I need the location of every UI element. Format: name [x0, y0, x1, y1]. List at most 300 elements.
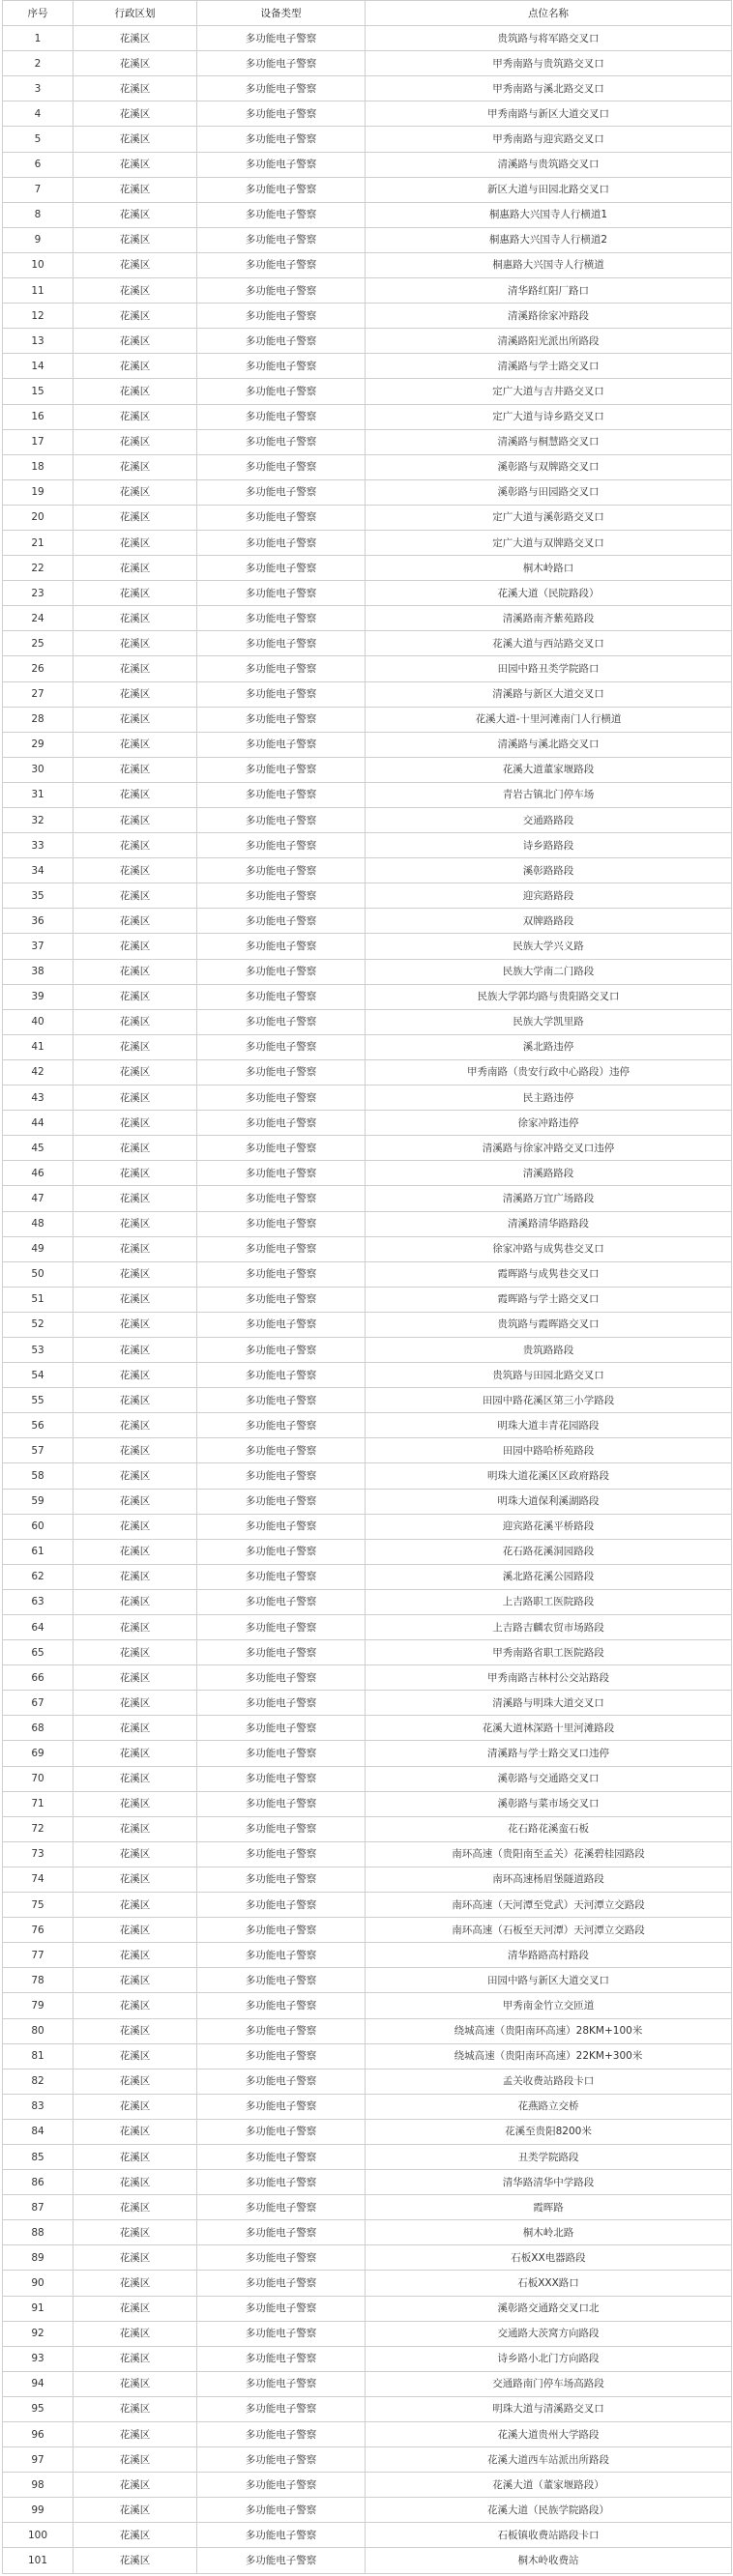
- cell-location: 霞晖路: [366, 2195, 732, 2220]
- table-row: [3, 152, 732, 177]
- cell-district: 花溪区: [73, 883, 197, 909]
- cell-location: 清溪路与桐慧路交叉口: [366, 429, 732, 454]
- cell-device-type: 多功能电子警察: [197, 2321, 366, 2346]
- cell-district: 花溪区: [73, 1589, 197, 1614]
- table-row: [3, 581, 732, 606]
- cell-device-type: 多功能电子警察: [197, 2170, 366, 2195]
- cell-device-type: 多功能电子警察: [197, 2296, 366, 2321]
- table-row: [3, 2018, 732, 2043]
- cell-device-type: 多功能电子警察: [197, 2523, 366, 2548]
- table-row: [3, 1993, 732, 2018]
- table-row: [3, 656, 732, 681]
- table-row: [3, 1312, 732, 1337]
- cell-district: 花溪区: [73, 2144, 197, 2169]
- cell-location: 南环高速杨眉堡隧道路段: [366, 1867, 732, 1892]
- cell-district: 花溪区: [73, 2396, 197, 2421]
- cell-device-type: 多功能电子警察: [197, 1312, 366, 1337]
- cell-district: 花溪区: [73, 379, 197, 404]
- cell-district: 花溪区: [73, 530, 197, 555]
- cell-district: 花溪区: [73, 2523, 197, 2548]
- cell-serial: 87: [3, 2195, 73, 2220]
- cell-device-type: 多功能电子警察: [197, 2473, 366, 2498]
- cell-district: 花溪区: [73, 1009, 197, 1034]
- cell-location: 迎宾路花溪平桥路段: [366, 1514, 732, 1539]
- cell-device-type: 多功能电子警察: [197, 1009, 366, 1034]
- table-row: [3, 1009, 732, 1034]
- cell-district: 花溪区: [73, 454, 197, 479]
- cell-location: 贵筑路与霞晖路交叉口: [366, 1312, 732, 1337]
- cell-device-type: 多功能电子警察: [197, 1085, 366, 1111]
- table-body: [3, 26, 732, 2573]
- cell-device-type: 多功能电子警察: [197, 782, 366, 807]
- table-row: [3, 2447, 732, 2473]
- table-row: [3, 1287, 732, 1312]
- cell-district: 花溪区: [73, 757, 197, 782]
- cell-district: 花溪区: [73, 479, 197, 505]
- cell-serial: 51: [3, 1287, 73, 1312]
- cell-location: 清溪路与学士路交叉口违停: [366, 1741, 732, 1766]
- cell-device-type: 多功能电子警察: [197, 252, 366, 277]
- cell-location: 定广大道与双牌路交叉口: [366, 530, 732, 555]
- table-row: [3, 2548, 732, 2573]
- cell-location: 田园中路与新区大道交叉口: [366, 1968, 732, 1993]
- table-row: [3, 757, 732, 782]
- cell-district: 花溪区: [73, 2018, 197, 2043]
- cell-serial: 49: [3, 1236, 73, 1261]
- cell-device-type: 多功能电子警察: [197, 1211, 366, 1236]
- cell-serial: 75: [3, 1893, 73, 1918]
- cell-location: 花燕路立交桥: [366, 2094, 732, 2119]
- table-row: [3, 2119, 732, 2144]
- cell-district: 花溪区: [73, 1161, 197, 1186]
- table-row: [3, 1968, 732, 1993]
- cell-location: 贵筑路路段: [366, 1337, 732, 1362]
- cell-location: 民族大学郭均路与贵阳路交叉口: [366, 984, 732, 1009]
- cell-location: 清溪路与贵筑路交叉口: [366, 152, 732, 177]
- cell-district: 花溪区: [73, 1085, 197, 1111]
- cell-location: 甲秀南路与溪北路交叉口: [366, 76, 732, 101]
- cell-serial: 80: [3, 2018, 73, 2043]
- cell-location: 交通路路段: [366, 808, 732, 833]
- table-row: [3, 2170, 732, 2195]
- cell-location: 青岩古镇北门停车场: [366, 782, 732, 807]
- cell-location: 石板XXX路口: [366, 2271, 732, 2296]
- table-row: [3, 101, 732, 127]
- table-row: [3, 2296, 732, 2321]
- cell-location: 花溪大道西车站派出所路段: [366, 2447, 732, 2473]
- cell-serial: 77: [3, 1943, 73, 1968]
- table-row: [3, 454, 732, 479]
- cell-device-type: 多功能电子警察: [197, 1363, 366, 1388]
- cell-device-type: 多功能电子警察: [197, 227, 366, 252]
- cell-device-type: 多功能电子警察: [197, 1034, 366, 1059]
- cell-location: 甲秀南路与迎宾路交叉口: [366, 127, 732, 152]
- cell-serial: 71: [3, 1791, 73, 1816]
- table-row: [3, 404, 732, 429]
- cell-serial: 82: [3, 2069, 73, 2094]
- cell-location: 民主路违停: [366, 1085, 732, 1111]
- cell-location: 甲秀南金竹立交匝道: [366, 1993, 732, 2018]
- cell-serial: 19: [3, 479, 73, 505]
- cell-device-type: 多功能电子警察: [197, 1337, 366, 1362]
- cell-device-type: 多功能电子警察: [197, 26, 366, 51]
- cell-device-type: 多功能电子警察: [197, 2195, 366, 2220]
- table-row: [3, 1741, 732, 1766]
- cell-district: 花溪区: [73, 354, 197, 379]
- cell-device-type: 多功能电子警察: [197, 1741, 366, 1766]
- cell-serial: 90: [3, 2271, 73, 2296]
- table-row: [3, 1564, 732, 1589]
- table-row: [3, 1111, 732, 1136]
- cell-location: 上吉路职工医院路段: [366, 1589, 732, 1614]
- cell-district: 花溪区: [73, 76, 197, 101]
- cell-district: 花溪区: [73, 1716, 197, 1741]
- cell-district: 花溪区: [73, 1791, 197, 1816]
- cell-district: 花溪区: [73, 1640, 197, 1665]
- cell-device-type: 多功能电子警察: [197, 1867, 366, 1892]
- cell-device-type: 多功能电子警察: [197, 2220, 366, 2245]
- cell-serial: 69: [3, 1741, 73, 1766]
- header-location: 点位名称: [366, 1, 732, 26]
- cell-device-type: 多功能电子警察: [197, 278, 366, 304]
- table-row: [3, 909, 732, 934]
- cell-device-type: 多功能电子警察: [197, 2447, 366, 2473]
- cell-device-type: 多功能电子警察: [197, 1791, 366, 1816]
- table-row: [3, 1438, 732, 1463]
- cell-location: 清溪路徐家冲路段: [366, 304, 732, 329]
- table-row: [3, 177, 732, 202]
- table-header-row: [3, 1, 732, 26]
- cell-district: 花溪区: [73, 329, 197, 354]
- cell-serial: 64: [3, 1615, 73, 1640]
- cell-district: 花溪区: [73, 2119, 197, 2144]
- cell-serial: 101: [3, 2548, 73, 2573]
- cell-serial: 11: [3, 278, 73, 304]
- cell-district: 花溪区: [73, 1968, 197, 1993]
- cell-district: 花溪区: [73, 1312, 197, 1337]
- cell-serial: 21: [3, 530, 73, 555]
- table-row: [3, 51, 732, 76]
- cell-district: 花溪区: [73, 2296, 197, 2321]
- table-row: [3, 1034, 732, 1059]
- cell-district: 花溪区: [73, 2245, 197, 2271]
- cell-location: 溪北路违停: [366, 1034, 732, 1059]
- cell-district: 花溪区: [73, 2371, 197, 2396]
- cell-location: 定广大道与溪彰路交叉口: [366, 505, 732, 530]
- cell-location: 花溪大道（民族学院路段）: [366, 2498, 732, 2523]
- cell-serial: 89: [3, 2245, 73, 2271]
- cell-device-type: 多功能电子警察: [197, 808, 366, 833]
- cell-device-type: 多功能电子警察: [197, 505, 366, 530]
- cell-device-type: 多功能电子警察: [197, 858, 366, 883]
- cell-location: 徐家冲路与成隽巷交叉口: [366, 1236, 732, 1261]
- table-row: [3, 2220, 732, 2245]
- cell-serial: 94: [3, 2371, 73, 2396]
- cell-location: 溪彰路与双牌路交叉口: [366, 454, 732, 479]
- cell-serial: 68: [3, 1716, 73, 1741]
- cell-district: 花溪区: [73, 2498, 197, 2523]
- cell-district: 花溪区: [73, 1867, 197, 1892]
- cell-district: 花溪区: [73, 1993, 197, 2018]
- table-row: [3, 1211, 732, 1236]
- cell-location: 田园中路花溪区第三小学路段: [366, 1388, 732, 1413]
- cell-serial: 78: [3, 1968, 73, 1993]
- cell-serial: 48: [3, 1211, 73, 1236]
- cell-device-type: 多功能电子警察: [197, 656, 366, 681]
- cell-location: 花溪大道-十里河滩南门人行横道: [366, 707, 732, 732]
- cell-district: 花溪区: [73, 631, 197, 656]
- cell-device-type: 多功能电子警察: [197, 2371, 366, 2396]
- cell-location: 贵筑路与田园北路交叉口: [366, 1363, 732, 1388]
- cell-device-type: 多功能电子警察: [197, 556, 366, 581]
- cell-serial: 74: [3, 1867, 73, 1892]
- cell-district: 花溪区: [73, 1918, 197, 1943]
- cell-serial: 22: [3, 556, 73, 581]
- cell-device-type: 多功能电子警察: [197, 732, 366, 757]
- cell-device-type: 多功能电子警察: [197, 1640, 366, 1665]
- cell-district: 花溪区: [73, 127, 197, 152]
- cell-device-type: 多功能电子警察: [197, 606, 366, 631]
- cell-location: 清溪路与新区大道交叉口: [366, 681, 732, 707]
- cell-location: 清溪路与溪北路交叉口: [366, 732, 732, 757]
- cell-district: 花溪区: [73, 2043, 197, 2069]
- cell-serial: 66: [3, 1665, 73, 1691]
- cell-serial: 88: [3, 2220, 73, 2245]
- cell-serial: 8: [3, 202, 73, 227]
- cell-district: 花溪区: [73, 1943, 197, 1968]
- cell-device-type: 多功能电子警察: [197, 1968, 366, 1993]
- cell-serial: 38: [3, 959, 73, 984]
- cell-location: 清华路红阳厂路口: [366, 278, 732, 304]
- cell-location: 花溪大道贵州大学路段: [366, 2422, 732, 2447]
- cell-district: 花溪区: [73, 581, 197, 606]
- cell-district: 花溪区: [73, 808, 197, 833]
- table-row: [3, 959, 732, 984]
- cell-device-type: 多功能电子警察: [197, 959, 366, 984]
- cell-serial: 5: [3, 127, 73, 152]
- cell-device-type: 多功能电子警察: [197, 1489, 366, 1514]
- cell-location: 明珠大道丰青花园路段: [366, 1413, 732, 1438]
- cell-district: 花溪区: [73, 1766, 197, 1791]
- cell-location: 清溪路万宜广场路段: [366, 1186, 732, 1211]
- cell-serial: 72: [3, 1816, 73, 1841]
- table-row: [3, 1463, 732, 1489]
- cell-district: 花溪区: [73, 2473, 197, 2498]
- cell-location: 桐惠路大兴国寺人行横道2: [366, 227, 732, 252]
- cell-district: 花溪区: [73, 833, 197, 858]
- cell-device-type: 多功能电子警察: [197, 2119, 366, 2144]
- cell-district: 花溪区: [73, 2220, 197, 2245]
- table-row: [3, 2245, 732, 2271]
- cell-location: 溪彰路与交通路交叉口: [366, 1766, 732, 1791]
- cell-serial: 4: [3, 101, 73, 127]
- cell-serial: 92: [3, 2321, 73, 2346]
- cell-serial: 91: [3, 2296, 73, 2321]
- cell-serial: 6: [3, 152, 73, 177]
- cell-location: 清溪路与学士路交叉口: [366, 354, 732, 379]
- cell-location: 桐惠路大兴国寺人行横道: [366, 252, 732, 277]
- cell-location: 溪北路花溪公园路段: [366, 1564, 732, 1589]
- cell-district: 花溪区: [73, 1741, 197, 1766]
- table-row: [3, 1665, 732, 1691]
- cell-device-type: 多功能电子警察: [197, 631, 366, 656]
- table-row: [3, 2473, 732, 2498]
- cell-location: 石板镇收费站路段卡口: [366, 2523, 732, 2548]
- cell-serial: 16: [3, 404, 73, 429]
- table-row: [3, 2271, 732, 2296]
- cell-serial: 81: [3, 2043, 73, 2069]
- cell-device-type: 多功能电子警察: [197, 1816, 366, 1841]
- cell-district: 花溪区: [73, 101, 197, 127]
- cell-district: 花溪区: [73, 707, 197, 732]
- table-row: [3, 1085, 732, 1111]
- cell-district: 花溪区: [73, 304, 197, 329]
- cell-location: 花溪大道董家堰路段: [366, 757, 732, 782]
- cell-district: 花溪区: [73, 1236, 197, 1261]
- cell-location: 清溪路与明珠大道交叉口: [366, 1691, 732, 1716]
- table-row: [3, 934, 732, 959]
- cell-serial: 63: [3, 1589, 73, 1614]
- table-row: [3, 2069, 732, 2094]
- cell-device-type: 多功能电子警察: [197, 101, 366, 127]
- table-row: [3, 1363, 732, 1388]
- table-row: [3, 1186, 732, 1211]
- cell-device-type: 多功能电子警察: [197, 1564, 366, 1589]
- cell-location: 孟关收费站路段卡口: [366, 2069, 732, 2094]
- cell-district: 花溪区: [73, 909, 197, 934]
- cell-serial: 9: [3, 227, 73, 252]
- table-row: [3, 1893, 732, 1918]
- cell-serial: 52: [3, 1312, 73, 1337]
- table-row: [3, 1615, 732, 1640]
- table-row: [3, 883, 732, 909]
- cell-device-type: 多功能电子警察: [197, 454, 366, 479]
- cell-device-type: 多功能电子警察: [197, 1766, 366, 1791]
- cell-location: 桐木岭北路: [366, 2220, 732, 2245]
- cell-serial: 65: [3, 1640, 73, 1665]
- table-row: [3, 304, 732, 329]
- cell-serial: 12: [3, 304, 73, 329]
- cell-district: 花溪区: [73, 404, 197, 429]
- cell-serial: 34: [3, 858, 73, 883]
- table-row: [3, 1841, 732, 1867]
- cell-serial: 29: [3, 732, 73, 757]
- cell-device-type: 多功能电子警察: [197, 1136, 366, 1161]
- cell-serial: 85: [3, 2144, 73, 2169]
- cell-district: 花溪区: [73, 656, 197, 681]
- cell-location: 桐惠路大兴国寺人行横道1: [366, 202, 732, 227]
- table-row: [3, 1943, 732, 1968]
- cell-serial: 45: [3, 1136, 73, 1161]
- table-row: [3, 606, 732, 631]
- cell-device-type: 多功能电子警察: [197, 1514, 366, 1539]
- table-row: [3, 2498, 732, 2523]
- cell-device-type: 多功能电子警察: [197, 2396, 366, 2421]
- cell-district: 花溪区: [73, 782, 197, 807]
- table-row: [3, 1236, 732, 1261]
- table-row: [3, 1059, 732, 1085]
- cell-location: 绕城高速（贵阳南环高速）22KM+300米: [366, 2043, 732, 2069]
- cell-location: 南环高速（石板至天河潭）天河潭立交路段: [366, 1918, 732, 1943]
- cell-district: 花溪区: [73, 959, 197, 984]
- cell-device-type: 多功能电子警察: [197, 581, 366, 606]
- table-row: [3, 1589, 732, 1614]
- cell-location: 丑类学院路段: [366, 2144, 732, 2169]
- table-row: [3, 530, 732, 555]
- cell-district: 花溪区: [73, 1463, 197, 1489]
- table-row: [3, 732, 732, 757]
- cell-location: 桐木岭收费站: [366, 2548, 732, 2573]
- cell-serial: 43: [3, 1085, 73, 1111]
- cell-location: 田园中路哈桥苑路段: [366, 1438, 732, 1463]
- cell-serial: 39: [3, 984, 73, 1009]
- cell-location: 甲秀南路与贵筑路交叉口: [366, 51, 732, 76]
- cell-location: 明珠大道与清溪路交叉口: [366, 2396, 732, 2421]
- cell-device-type: 多功能电子警察: [197, 2094, 366, 2119]
- cell-district: 花溪区: [73, 2346, 197, 2371]
- table-row: [3, 1413, 732, 1438]
- cell-district: 花溪区: [73, 1413, 197, 1438]
- cell-district: 花溪区: [73, 556, 197, 581]
- cell-device-type: 多功能电子警察: [197, 2245, 366, 2271]
- cell-device-type: 多功能电子警察: [197, 2018, 366, 2043]
- cell-serial: 96: [3, 2422, 73, 2447]
- cell-device-type: 多功能电子警察: [197, 833, 366, 858]
- cell-location: 南环高速（天河潭至党武）天河潭立交路段: [366, 1893, 732, 1918]
- cell-serial: 97: [3, 2447, 73, 2473]
- table-row: [3, 556, 732, 581]
- cell-district: 花溪区: [73, 177, 197, 202]
- header-device-type: 设备类型: [197, 1, 366, 26]
- cell-district: 花溪区: [73, 1186, 197, 1211]
- cell-district: 花溪区: [73, 2548, 197, 2573]
- cell-location: 霞晖路与成隽巷交叉口: [366, 1261, 732, 1287]
- cell-district: 花溪区: [73, 1615, 197, 1640]
- cell-serial: 70: [3, 1766, 73, 1791]
- cell-serial: 40: [3, 1009, 73, 1034]
- table-row: [3, 479, 732, 505]
- cell-device-type: 多功能电子警察: [197, 1841, 366, 1867]
- cell-device-type: 多功能电子警察: [197, 984, 366, 1009]
- cell-serial: 76: [3, 1918, 73, 1943]
- cell-location: 清溪路清华路路段: [366, 1211, 732, 1236]
- cell-district: 花溪区: [73, 505, 197, 530]
- table-row: [3, 1766, 732, 1791]
- cell-serial: 44: [3, 1111, 73, 1136]
- cell-device-type: 多功能电子警察: [197, 934, 366, 959]
- cell-device-type: 多功能电子警察: [197, 1665, 366, 1691]
- cell-district: 花溪区: [73, 252, 197, 277]
- cell-device-type: 多功能电子警察: [197, 1236, 366, 1261]
- cell-device-type: 多功能电子警察: [197, 2144, 366, 2169]
- cell-location: 诗乡路路段: [366, 833, 732, 858]
- cell-district: 花溪区: [73, 732, 197, 757]
- cell-district: 花溪区: [73, 2271, 197, 2296]
- header-district: 行政区划: [73, 1, 197, 26]
- table-row: [3, 1514, 732, 1539]
- table-row: [3, 227, 732, 252]
- table-row: [3, 681, 732, 707]
- cell-location: 桐木岭路口: [366, 556, 732, 581]
- table-row: [3, 2371, 732, 2396]
- header-serial: 序号: [3, 1, 73, 26]
- table-row: [3, 2043, 732, 2069]
- cell-location: 清溪路南齐紫苑路段: [366, 606, 732, 631]
- table-row: [3, 252, 732, 277]
- cell-serial: 53: [3, 1337, 73, 1362]
- cell-serial: 31: [3, 782, 73, 807]
- table-row: [3, 2422, 732, 2447]
